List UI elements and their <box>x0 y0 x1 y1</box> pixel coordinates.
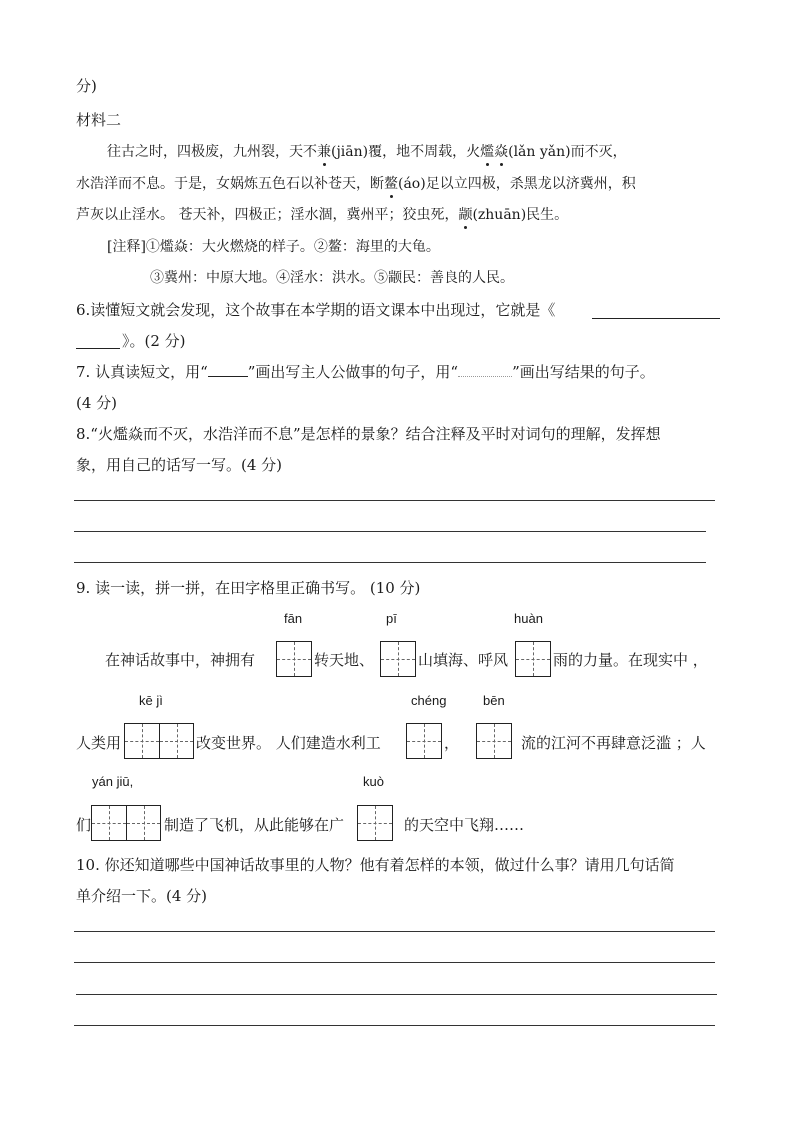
q9-row1-text-a: 在神话故事中，神拥有 <box>105 651 256 669</box>
material-title: 材料二 <box>76 111 122 129</box>
q9-row1-text-c: 山填海、呼风 <box>418 651 509 669</box>
q9-row2-text-d: 流的江河不再肆意泛滥 ；人 <box>521 734 706 752</box>
question-6-line-2: 》。(2 分) <box>122 332 186 350</box>
tianzige-cheng[interactable] <box>406 723 442 759</box>
notes-line-2: ③冀州：中原大地。④淫水：洪水。⑤颛民：善良的人民。 <box>150 270 514 286</box>
q10-answer-line-1[interactable] <box>74 931 715 932</box>
pinyin-keji: kē jì <box>139 693 163 708</box>
pinyin-ben: bēn <box>483 693 505 708</box>
q10-answer-line-4[interactable] <box>74 1025 715 1026</box>
notes-line-1: [注释]①爁焱：大火燃烧的样子。②鳌：海里的大龟。 <box>107 239 440 255</box>
tianzige-keji[interactable] <box>124 723 194 759</box>
pinyin-pi: pī <box>386 611 397 626</box>
q8-answer-line-3[interactable] <box>74 562 706 563</box>
pinyin-yanjiu: yán jiū, <box>92 774 134 789</box>
q6-answer-blank-1[interactable] <box>592 300 720 319</box>
passage-line-3: 芦灰以止淫水。 苍天补，四极正；淫水涸，冀州平；狡虫死，颛(zhuān)民生。 <box>76 207 569 223</box>
question-10-line-1: 10. 你还知道哪些中国神话故事里的人物？他有着怎样的本领，做过什么事？请用几句话简 <box>76 856 675 874</box>
tianzige-yanjiu[interactable] <box>91 805 161 841</box>
pinyin-kuo: kuò <box>363 774 384 789</box>
tianzige-fan[interactable] <box>276 641 312 677</box>
tianzige-kuo[interactable] <box>357 805 393 841</box>
question-8-line-1: 8.“火爁焱而不灭，水浩洋而不息”是怎样的景象？结合注释及平时对词句的理解，发挥想 <box>76 425 661 443</box>
q9-row3-text-a: 们 <box>76 816 92 834</box>
tianzige-huan[interactable] <box>515 641 551 677</box>
question-10-line-2: 单介绍一下。(4 分) <box>76 887 208 905</box>
q9-row2-text-c: ， <box>444 734 460 752</box>
q9-row1-text-b: 转天地、 <box>314 651 375 669</box>
question-7-text: 7. 认真读短文，用“ ”画出写主人公做事的句子，用“ ”画出写结果的句子。 <box>76 363 655 381</box>
question-7-score: (4 分) <box>76 394 118 412</box>
q9-row2-text-b: 改变世界。 人们建造水利工 <box>196 734 381 752</box>
q10-answer-line-3[interactable] <box>76 994 717 995</box>
pinyin-huan: huàn <box>514 611 543 626</box>
wavy-underline-sample <box>458 362 512 377</box>
q6-answer-blank-2[interactable] <box>76 330 120 349</box>
pinyin-fan: fān <box>284 611 303 626</box>
pinyin-cheng: chéng <box>411 693 447 708</box>
solid-underline-sample <box>208 362 248 377</box>
question-8-line-2: 象，用自己的话写一写。(4 分) <box>76 456 283 474</box>
question-6-line-1: 6.读懂短文就会发现，这个故事在本学期的语文课本中出现过，它就是《 <box>76 301 556 319</box>
q9-row3-text-c: 的天空中飞翔…… <box>404 816 525 834</box>
passage-line-1: 往古之时，四极废，九州裂，天不兼(jiān)覆，地不周载，火爁焱(lǎn yǎn)而不灭， <box>107 144 627 160</box>
q8-answer-line-1[interactable] <box>74 500 715 501</box>
question-9-title: 9. 读一读，拼一拼，在田字格里正确书写。 (10 分) <box>76 579 421 597</box>
tianzige-ben[interactable] <box>476 723 512 759</box>
q9-row2-text-a: 人类用 <box>76 734 122 752</box>
q10-answer-line-2[interactable] <box>74 962 715 963</box>
tianzige-pi[interactable] <box>380 641 416 677</box>
score-fragment: 分) <box>76 77 97 95</box>
passage-line-2: 水浩洋而不息。于是，女娲炼五色石以补苍天，断鳌(áo)足以立四极，杀黑龙以济冀州，积 <box>76 176 636 192</box>
q8-answer-line-2[interactable] <box>74 531 706 532</box>
q9-row1-text-d: 雨的力量。在现实中 ， <box>553 651 708 669</box>
q9-row3-text-b: 制造了飞机，从此能够在广 <box>164 816 345 834</box>
